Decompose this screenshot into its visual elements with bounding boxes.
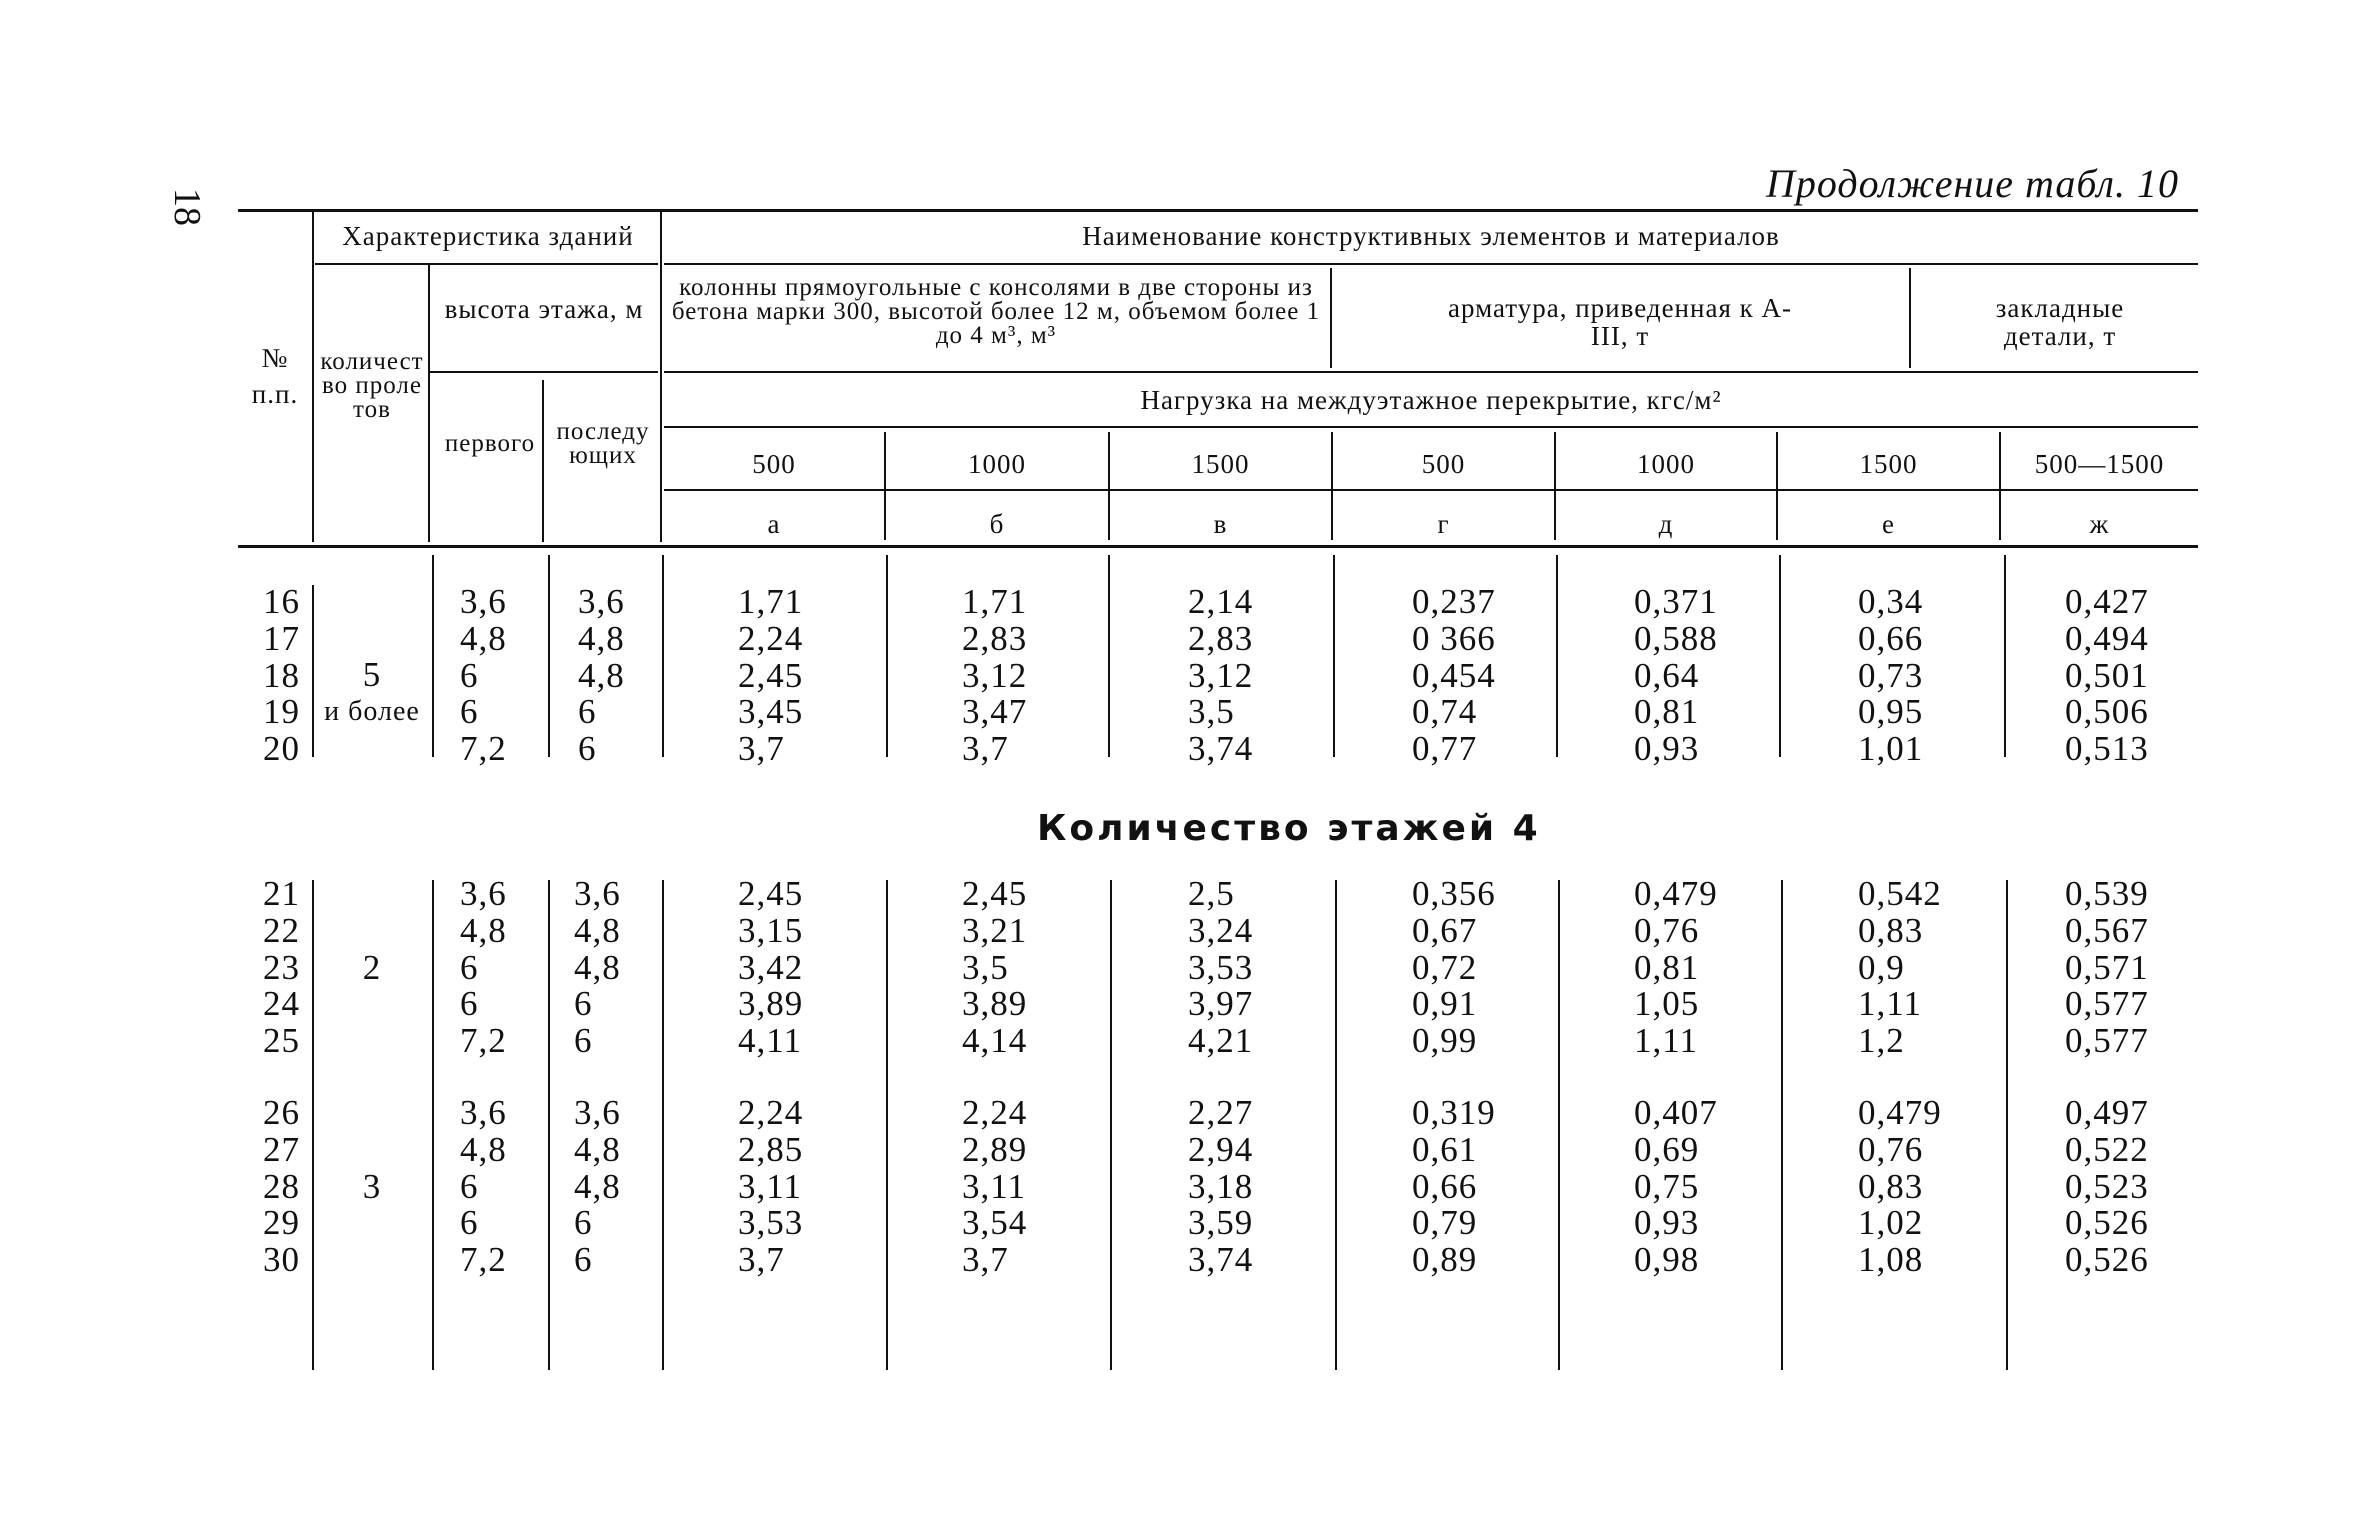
body-vrule: [432, 880, 434, 1370]
cell-a: 3,45: [738, 692, 804, 732]
vrule-num: [312, 212, 314, 542]
cell-zh: 0,513: [2065, 729, 2149, 769]
height-first: 4,8: [460, 910, 507, 950]
cell-b: 2,89: [962, 1129, 1028, 1169]
header-height-next: последующих: [556, 418, 650, 469]
cell-a: 3,42: [738, 947, 804, 987]
height-first: 3,6: [460, 582, 507, 621]
cell-v: 3,12: [1188, 655, 1254, 695]
rule-header-bottom: [238, 545, 2198, 548]
cell-d: 0,93: [1634, 729, 1700, 769]
rule-load-under: [664, 426, 2198, 428]
body-vrule: [312, 880, 314, 1370]
g1-col-g: [1412, 584, 1552, 768]
load-zh: 500—1500: [2034, 449, 2165, 479]
load-e: 1500: [1859, 449, 1918, 479]
cell-d: 0,371: [1634, 582, 1718, 621]
cell-e: 0,95: [1858, 692, 1924, 732]
cell-d: 0,75: [1634, 1166, 1700, 1206]
g3-first: [460, 1095, 544, 1279]
cell-zh: 0,494: [2065, 618, 2149, 658]
row-num: 22: [263, 910, 300, 950]
body-vrule: [432, 555, 434, 757]
rule-elements-under: [664, 263, 2198, 265]
cell-b: 3,21: [962, 910, 1028, 950]
letter-e: е: [1882, 509, 1895, 539]
cell-zh: 0,577: [2065, 1021, 2149, 1061]
header-height-first: первого: [444, 430, 536, 457]
height-first: 6: [460, 655, 479, 695]
g3-col-v: [1188, 1095, 1328, 1279]
g2-first: [460, 876, 544, 1060]
cell-e: 0,542: [1858, 874, 1942, 913]
header-height-group: высота этажа, м: [444, 294, 644, 324]
rule-desc-under: [664, 371, 2198, 373]
height-first: 6: [460, 1203, 479, 1243]
height-next: 6: [574, 1203, 593, 1243]
body-vrule: [1335, 880, 1337, 1370]
g2-col-e: [1858, 876, 1998, 1060]
header-load-title: Нагрузка на междуэтажное перекрытие, кгс/м²: [1140, 385, 1722, 415]
g3-spans: [316, 1169, 428, 1206]
body-vrule: [548, 880, 550, 1370]
g2-col-v: [1188, 876, 1328, 1060]
cell-d: 0,76: [1634, 910, 1700, 950]
body-vrule: [1779, 555, 1781, 757]
g1-col-d: [1634, 584, 1774, 768]
height-first: 6: [460, 1166, 479, 1206]
rule-loadvals-under: [664, 489, 2198, 491]
row-num: 24: [263, 984, 300, 1024]
table-caption: Продолжение табл. 10: [1765, 161, 2179, 206]
vrule-first: [542, 380, 544, 542]
letter-v: в: [1213, 509, 1228, 539]
cell-v: 4,21: [1188, 1021, 1254, 1061]
letter-b: б: [989, 509, 1005, 539]
cell-v: 3,24: [1188, 910, 1254, 950]
letter-d: д: [1658, 509, 1674, 539]
vrule-rebar-emb: [1909, 268, 1911, 368]
cell-g: 0,91: [1412, 984, 1478, 1024]
header-spans: количество пролетов: [320, 348, 424, 423]
cell-d: 0,98: [1634, 1240, 1700, 1280]
cell-d: 1,11: [1634, 1021, 1698, 1061]
cell-b: 3,89: [962, 984, 1028, 1024]
cell-b: 2,83: [962, 618, 1028, 658]
row-num: 19: [263, 692, 300, 732]
cell-d: 0,479: [1634, 874, 1718, 913]
g1-spans: [316, 657, 428, 731]
body-vrule: [886, 555, 888, 757]
vrule-cols-rebar: [1330, 268, 1332, 368]
load-v: 1500: [1191, 449, 1250, 479]
row-num: 17: [263, 618, 300, 658]
cell-zh: 0,571: [2065, 947, 2149, 987]
cell-v: 2,27: [1188, 1093, 1254, 1132]
g2-col-a: [738, 876, 878, 1060]
cell-v: 2,94: [1188, 1129, 1254, 1169]
g1-col-a: [738, 584, 878, 768]
cell-d: 0,81: [1634, 692, 1700, 732]
cell-g: 0,89: [1412, 1240, 1478, 1280]
cell-a: 3,7: [738, 729, 785, 769]
g1-col-b: [962, 584, 1102, 768]
header-rebar-desc: арматура, приведенная к A-III, т: [1448, 293, 1792, 351]
height-next: 6: [578, 692, 597, 732]
cell-g: 0 366: [1412, 618, 1496, 658]
cell-e: 0,9: [1858, 947, 1905, 987]
cell-v: 3,74: [1188, 1240, 1254, 1280]
row-num: 23: [263, 947, 300, 987]
letter-a: а: [767, 509, 781, 539]
g3-next: [574, 1095, 660, 1279]
cell-a: 2,24: [738, 618, 804, 658]
spans-value: 5: [362, 655, 382, 694]
header-elements-group: Наименование конструктивных элементов и материалов: [1082, 221, 1780, 251]
load-d: 1000: [1637, 449, 1695, 479]
cell-b: 3,47: [962, 692, 1028, 732]
cell-e: 0,34: [1858, 582, 1924, 621]
cell-zh: 0,506: [2065, 692, 2149, 732]
row-num: 25: [263, 1021, 300, 1061]
g1-next: [578, 584, 660, 768]
row-num: 16: [263, 582, 300, 621]
g3-col-e: [1858, 1095, 1998, 1279]
cell-v: 2,5: [1188, 874, 1235, 913]
g2-col-b: [962, 876, 1102, 1060]
body-vrule: [2004, 555, 2006, 757]
g3-col-b: [962, 1095, 1102, 1279]
g1-col-v: [1188, 584, 1328, 768]
body-vrule: [662, 555, 664, 757]
g1-col-zh: [2065, 584, 2195, 768]
cell-v: 3,59: [1188, 1203, 1254, 1243]
height-first: 6: [460, 947, 479, 987]
row-num: 28: [263, 1166, 300, 1206]
cell-b: 1,71: [962, 582, 1028, 621]
g2-col-g: [1412, 876, 1552, 1060]
cell-g: 0,99: [1412, 1021, 1478, 1061]
cell-g: 0,319: [1412, 1093, 1496, 1132]
cell-g: 0,74: [1412, 692, 1478, 732]
body-vrule: [662, 880, 664, 1370]
g1-first: [460, 584, 544, 768]
cell-zh: 0,522: [2065, 1129, 2149, 1169]
cell-d: 0,407: [1634, 1093, 1718, 1132]
height-first: 6: [460, 984, 479, 1024]
height-next: 3,6: [574, 1093, 621, 1132]
body-vrule: [312, 585, 314, 757]
body-vrule: [1558, 880, 1560, 1370]
cell-zh: 0,501: [2065, 655, 2149, 695]
cell-g: 0,237: [1412, 582, 1496, 621]
cell-a: 1,71: [738, 582, 804, 621]
g3-col-zh: [2065, 1095, 2195, 1279]
cell-e: 0,479: [1858, 1093, 1942, 1132]
g3-col-d: [1634, 1095, 1774, 1279]
letter-g: г: [1437, 509, 1450, 539]
height-next: 4,8: [578, 618, 625, 658]
row-num: 21: [263, 874, 300, 913]
cell-d: 0,81: [1634, 947, 1700, 987]
body-vrule: [1110, 880, 1112, 1370]
header-num-text: № п.п.: [251, 343, 299, 409]
cell-zh: 0,539: [2065, 874, 2149, 913]
cell-a: 3,11: [738, 1166, 802, 1206]
cell-g: 0,61: [1412, 1129, 1478, 1169]
cell-e: 0,83: [1858, 1166, 1924, 1206]
height-first: 7,2: [460, 1021, 507, 1061]
cell-b: 3,5: [962, 947, 1009, 987]
header-columns-desc: колонны прямоугольные с консолями в две стороны из бетона марки 300, высотой более 12 м, объемом более 1 до 4 м³, м³: [671, 274, 1321, 349]
cell-v: 3,5: [1188, 692, 1235, 732]
cell-zh: 0,567: [2065, 910, 2149, 950]
cell-d: 1,05: [1634, 984, 1700, 1024]
height-next: 4,8: [574, 1129, 621, 1169]
cell-d: 0,588: [1634, 618, 1718, 658]
vrule-spans: [428, 265, 430, 542]
cell-a: 4,11: [738, 1021, 802, 1061]
row-num: 18: [263, 655, 300, 695]
height-first: 6: [460, 692, 479, 732]
cell-a: 2,24: [738, 1093, 804, 1132]
header-num-col: [240, 340, 310, 412]
cell-b: 2,24: [962, 1093, 1028, 1132]
cell-v: 3,53: [1188, 947, 1254, 987]
cell-a: 3,15: [738, 910, 804, 950]
height-first: 4,8: [460, 618, 507, 658]
g2-col-d: [1634, 876, 1774, 1060]
cell-g: 0,356: [1412, 874, 1496, 913]
row-num: 29: [263, 1203, 300, 1243]
cell-b: 2,45: [962, 874, 1028, 913]
rule-top: [238, 209, 2198, 212]
cell-a: 2,45: [738, 874, 804, 913]
g2-next: [574, 876, 660, 1060]
header-embedded-desc: закладные детали, т: [1995, 293, 2125, 351]
spans-value: 2: [362, 948, 382, 987]
cell-d: 0,64: [1634, 655, 1700, 695]
height-next: 4,8: [574, 947, 621, 987]
load-a: 500: [752, 449, 796, 479]
cell-v: 3,97: [1188, 984, 1254, 1024]
row-num: 26: [263, 1093, 300, 1132]
cell-a: 3,53: [738, 1203, 804, 1243]
g3-nums: [250, 1095, 300, 1279]
cell-e: 0,83: [1858, 910, 1924, 950]
body-vrule: [548, 555, 550, 757]
cell-zh: 0,526: [2065, 1203, 2149, 1243]
height-first: 3,6: [460, 1093, 507, 1132]
cell-zh: 0,526: [2065, 1240, 2149, 1280]
cell-g: 0,72: [1412, 947, 1478, 987]
g2-spans: [316, 950, 428, 987]
cell-a: 2,85: [738, 1129, 804, 1169]
cell-a: 3,7: [738, 1240, 785, 1280]
g2-nums: [250, 876, 300, 1060]
height-next: 6: [574, 1021, 593, 1061]
cell-a: 2,45: [738, 655, 804, 695]
rule-height-under: [430, 371, 658, 373]
g2-col-zh: [2065, 876, 2195, 1060]
cell-e: 1,02: [1858, 1203, 1924, 1243]
row-num: 20: [263, 729, 300, 769]
height-next: 6: [574, 984, 593, 1024]
page-number: 18: [166, 188, 208, 226]
cell-zh: 0,523: [2065, 1166, 2149, 1206]
body-vrule: [1108, 555, 1110, 757]
height-next: 6: [578, 729, 597, 769]
g1-nums: [250, 584, 300, 768]
g3-col-g: [1412, 1095, 1552, 1279]
cell-zh: 0,577: [2065, 984, 2149, 1024]
cell-zh: 0,427: [2065, 582, 2149, 621]
cell-v: 2,83: [1188, 618, 1254, 658]
height-first: 3,6: [460, 874, 507, 913]
cell-b: 4,14: [962, 1021, 1028, 1061]
height-next: 3,6: [574, 874, 621, 913]
cell-b: 3,54: [962, 1203, 1028, 1243]
cell-e: 0,66: [1858, 618, 1924, 658]
cell-g: 0,66: [1412, 1166, 1478, 1206]
row-num: 27: [263, 1129, 300, 1169]
cell-e: 0,73: [1858, 655, 1924, 695]
cell-a: 3,89: [738, 984, 804, 1024]
spans-value-note: и более: [324, 695, 420, 727]
cell-g: 0,79: [1412, 1203, 1478, 1243]
cell-e: 1,01: [1858, 729, 1924, 769]
cell-v: 3,18: [1188, 1166, 1254, 1206]
cell-e: 1,11: [1858, 984, 1922, 1024]
height-next: 4,8: [574, 1166, 621, 1206]
letter-zh: ж: [2089, 509, 2110, 539]
body-vrule: [1333, 555, 1335, 757]
height-next: 6: [574, 1240, 593, 1280]
cell-e: 1,08: [1858, 1240, 1924, 1280]
body-vrule: [2006, 880, 2008, 1370]
body-vrule: [1556, 555, 1558, 757]
body-vrule: [1781, 880, 1783, 1370]
cell-d: 0,69: [1634, 1129, 1700, 1169]
row-num: 30: [263, 1240, 300, 1280]
height-next: 3,6: [578, 582, 625, 621]
height-first: 7,2: [460, 729, 507, 769]
spans-value: 3: [362, 1167, 382, 1206]
g3-col-a: [738, 1095, 878, 1279]
cell-v: 3,74: [1188, 729, 1254, 769]
cell-g: 0,454: [1412, 655, 1496, 695]
cell-b: 3,7: [962, 729, 1009, 769]
section-title: Количество этажей 4: [1037, 808, 1541, 849]
cell-g: 0,67: [1412, 910, 1478, 950]
cell-b: 3,11: [962, 1166, 1026, 1206]
load-g: 500: [1421, 449, 1466, 479]
cell-e: 0,76: [1858, 1129, 1924, 1169]
cell-b: 3,12: [962, 655, 1028, 695]
height-first: 4,8: [460, 1129, 507, 1169]
height-next: 4,8: [574, 910, 621, 950]
body-vrule: [886, 880, 888, 1370]
rule-char-under: [315, 263, 658, 265]
cell-b: 3,7: [962, 1240, 1009, 1280]
cell-zh: 0,497: [2065, 1093, 2149, 1132]
height-first: 7,2: [460, 1240, 507, 1280]
cell-d: 0,93: [1634, 1203, 1700, 1243]
vrule-height: [660, 212, 662, 542]
cell-g: 0,77: [1412, 729, 1478, 769]
g1-col-e: [1858, 584, 1998, 768]
header-char-group: Характеристика зданий: [342, 221, 634, 251]
height-next: 4,8: [578, 655, 625, 695]
cell-v: 2,14: [1188, 582, 1254, 621]
load-b: 1000: [968, 449, 1026, 479]
cell-e: 1,2: [1858, 1021, 1905, 1061]
